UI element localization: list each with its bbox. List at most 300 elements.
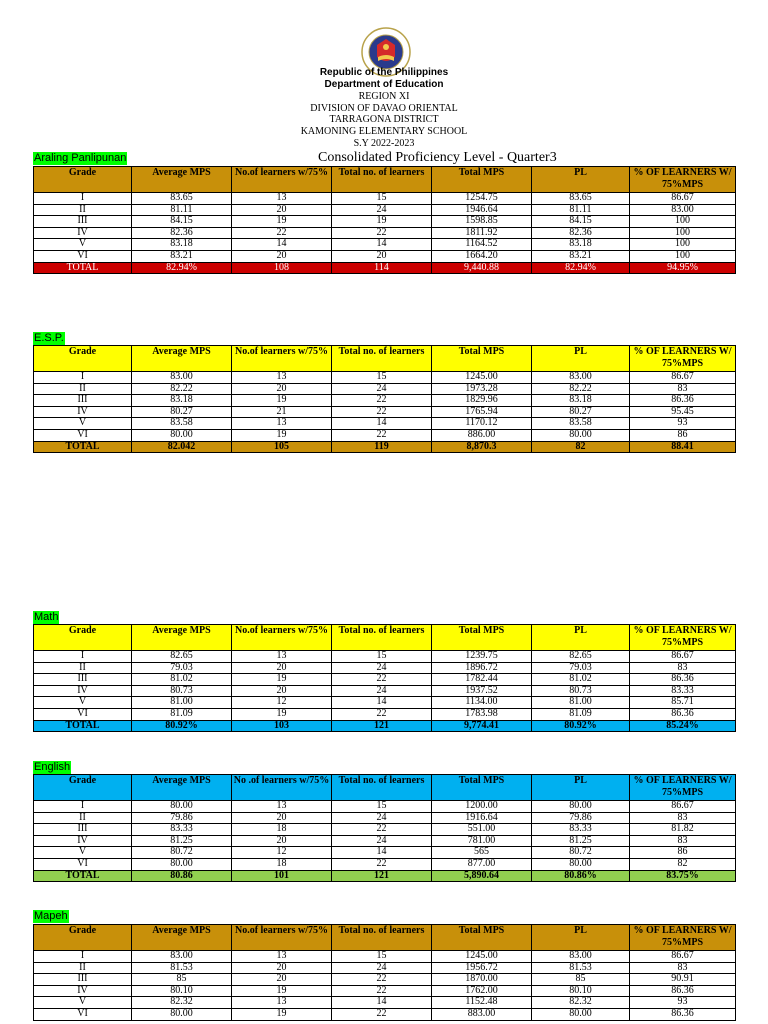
table-cell: 12 xyxy=(232,847,332,859)
table-cell: 80.10 xyxy=(532,985,630,997)
table-row xyxy=(34,1008,736,1020)
table-cell: 883.00 xyxy=(432,1008,532,1020)
column-header: % OF LEARNERS W/ 75%MPS xyxy=(630,775,736,801)
column-header: Total MPS xyxy=(432,625,532,651)
column-header: Average MPS xyxy=(132,925,232,951)
table-cell: 1896.72 xyxy=(432,662,532,674)
table-cell: 19 xyxy=(232,674,332,686)
table-cell: 83.33 xyxy=(532,824,630,836)
table-cell: 877.00 xyxy=(432,858,532,870)
table-cell: 19 xyxy=(232,1008,332,1020)
total-cell: 94.95% xyxy=(630,262,736,274)
subject-label-english: English xyxy=(34,761,71,773)
table-cell: 83.33 xyxy=(630,685,736,697)
table-cell: V xyxy=(34,239,132,251)
total-cell: 88.41 xyxy=(630,441,736,453)
table-cell: 83.21 xyxy=(132,250,232,262)
table-cell: 83.58 xyxy=(532,418,630,430)
table-cell: 24 xyxy=(332,685,432,697)
column-header: PL xyxy=(532,167,630,193)
column-header: Average MPS xyxy=(132,625,232,651)
table-cell: 83.21 xyxy=(532,250,630,262)
table-cell: 83.65 xyxy=(132,193,232,205)
column-header: Total no. of learners xyxy=(332,167,432,193)
column-header: PL xyxy=(532,775,630,801)
table-cell: 82.36 xyxy=(132,227,232,239)
table-row xyxy=(34,216,736,228)
table-cell: 79.03 xyxy=(532,662,630,674)
table-cell: 13 xyxy=(232,418,332,430)
total-cell: 103 xyxy=(232,720,332,732)
table-araling-panlipunan xyxy=(33,166,736,274)
total-cell: 82 xyxy=(532,441,630,453)
table-cell: 13 xyxy=(232,372,332,384)
table-cell: 20 xyxy=(232,962,332,974)
table-cell: 1170.12 xyxy=(432,418,532,430)
table-english xyxy=(33,774,736,882)
table-cell: V xyxy=(34,847,132,859)
table-cell: 1946.64 xyxy=(432,204,532,216)
table-cell: 80.73 xyxy=(532,685,630,697)
table-cell: 80.27 xyxy=(132,406,232,418)
header-division: DIVISION OF DAVAO ORIENTAL xyxy=(310,103,458,114)
table-row xyxy=(34,847,736,859)
table-cell: 80.72 xyxy=(532,847,630,859)
table-cell: 85.71 xyxy=(630,697,736,709)
table-cell: 82 xyxy=(630,858,736,870)
table-cell: 1254.75 xyxy=(432,193,532,205)
header-republic: Republic of the Philippines xyxy=(319,67,449,78)
column-header: Grade xyxy=(34,167,132,193)
table-cell: III xyxy=(34,974,132,986)
table-cell: 18 xyxy=(232,858,332,870)
table-cell: I xyxy=(34,193,132,205)
table-cell: 80.10 xyxy=(132,985,232,997)
table-cell: 85 xyxy=(532,974,630,986)
total-cell: 82.94% xyxy=(132,262,232,274)
table-cell: 1598.85 xyxy=(432,216,532,228)
table-row xyxy=(34,395,736,407)
table-cell: 82.65 xyxy=(132,651,232,663)
table-cell: 565 xyxy=(432,847,532,859)
table-cell: 13 xyxy=(232,801,332,813)
table-cell: 80.00 xyxy=(532,801,630,813)
table-cell: 19 xyxy=(232,985,332,997)
table-cell: 886.00 xyxy=(432,429,532,441)
table-cell: I xyxy=(34,372,132,384)
total-cell: 80.92% xyxy=(132,720,232,732)
table-cell: V xyxy=(34,997,132,1009)
table-cell: 20 xyxy=(232,204,332,216)
table-cell: 81.00 xyxy=(532,697,630,709)
table-cell: 83.18 xyxy=(532,395,630,407)
table-cell: 79.86 xyxy=(132,812,232,824)
table-cell: VI xyxy=(34,1008,132,1020)
table-cell: 12 xyxy=(232,697,332,709)
table-cell: IV xyxy=(34,685,132,697)
table-cell: 82.32 xyxy=(532,997,630,1009)
total-row xyxy=(34,441,736,453)
header-district: TARRAGONA DISTRICT xyxy=(329,114,439,125)
table-cell: 80.00 xyxy=(132,801,232,813)
table-cell: 90.91 xyxy=(630,974,736,986)
table-cell: 20 xyxy=(232,812,332,824)
table-header-row xyxy=(34,167,736,193)
table-cell: 80.00 xyxy=(532,858,630,870)
table-cell: 83 xyxy=(630,662,736,674)
table-cell: 85 xyxy=(132,974,232,986)
table-cell: 20 xyxy=(332,250,432,262)
table-mapeh xyxy=(33,924,736,1021)
column-header: Grade xyxy=(34,625,132,651)
table-cell: 14 xyxy=(332,697,432,709)
column-header: Average MPS xyxy=(132,346,232,372)
column-header: Grade xyxy=(34,925,132,951)
table-row xyxy=(34,383,736,395)
table-cell: 83.33 xyxy=(132,824,232,836)
column-header: PL xyxy=(532,346,630,372)
table-cell: 82.65 xyxy=(532,651,630,663)
table-row xyxy=(34,951,736,963)
table-cell: 22 xyxy=(332,674,432,686)
table-cell: 86 xyxy=(630,847,736,859)
table-cell: 14 xyxy=(332,239,432,251)
table-cell: 20 xyxy=(232,685,332,697)
table-row xyxy=(34,974,736,986)
table-header-row xyxy=(34,925,736,951)
table-header-row xyxy=(34,625,736,651)
table-cell: 83.58 xyxy=(132,418,232,430)
table-cell: 18 xyxy=(232,824,332,836)
table-cell: 19 xyxy=(232,429,332,441)
table-cell: 83 xyxy=(630,812,736,824)
table-cell: III xyxy=(34,395,132,407)
total-cell: 9,774.41 xyxy=(432,720,532,732)
column-header: Average MPS xyxy=(132,167,232,193)
column-header: Total no. of learners xyxy=(332,625,432,651)
total-cell: 85.24% xyxy=(630,720,736,732)
table-cell: 14 xyxy=(332,418,432,430)
table-cell: 22 xyxy=(232,227,332,239)
table-cell: VI xyxy=(34,250,132,262)
table-cell: 100 xyxy=(630,250,736,262)
table-cell: 84.15 xyxy=(532,216,630,228)
table-cell: V xyxy=(34,697,132,709)
table-cell: 1782.44 xyxy=(432,674,532,686)
table-cell: 80.27 xyxy=(532,406,630,418)
table-cell: 14 xyxy=(232,239,332,251)
table-cell: 22 xyxy=(332,395,432,407)
total-cell: 105 xyxy=(232,441,332,453)
total-cell: TOTAL xyxy=(34,441,132,453)
table-cell: 14 xyxy=(332,847,432,859)
table-cell: 22 xyxy=(332,1008,432,1020)
table-cell: 86.67 xyxy=(630,372,736,384)
total-cell: 82.042 xyxy=(132,441,232,453)
table-cell: 81.02 xyxy=(132,674,232,686)
column-header: % OF LEARNERS W/ 75%MPS xyxy=(630,167,736,193)
table-cell: 1134.00 xyxy=(432,697,532,709)
subject-label-araling-panlipunan: Araling Panlipunan xyxy=(34,152,127,164)
table-cell: 15 xyxy=(332,372,432,384)
table-cell: 80.00 xyxy=(132,1008,232,1020)
total-row xyxy=(34,720,736,732)
column-header: No.of learners w/75% xyxy=(232,346,332,372)
column-header: Average MPS xyxy=(132,775,232,801)
table-cell: 20 xyxy=(232,250,332,262)
table-cell: 80.00 xyxy=(532,1008,630,1020)
table-esp xyxy=(33,345,736,453)
table-row xyxy=(34,193,736,205)
column-header: Total MPS xyxy=(432,925,532,951)
table-cell: 81.11 xyxy=(532,204,630,216)
table-cell: 24 xyxy=(332,383,432,395)
table-row xyxy=(34,250,736,262)
table-cell: 24 xyxy=(332,835,432,847)
table-cell: 1783.98 xyxy=(432,708,532,720)
column-header: Total no. of learners xyxy=(332,346,432,372)
table-cell: 80.73 xyxy=(132,685,232,697)
total-cell: 9,440.88 xyxy=(432,262,532,274)
column-header: Grade xyxy=(34,775,132,801)
table-cell: 20 xyxy=(232,974,332,986)
table-cell: 13 xyxy=(232,997,332,1009)
table-cell: 1956.72 xyxy=(432,962,532,974)
table-cell: I xyxy=(34,951,132,963)
table-cell: 86.67 xyxy=(630,951,736,963)
table-cell: 15 xyxy=(332,193,432,205)
table-cell: 19 xyxy=(232,216,332,228)
table-cell: 81.25 xyxy=(532,835,630,847)
table-cell: VI xyxy=(34,708,132,720)
table-row xyxy=(34,801,736,813)
table-cell: 83.00 xyxy=(630,204,736,216)
table-header-row xyxy=(34,346,736,372)
table-cell: IV xyxy=(34,227,132,239)
table-cell: 13 xyxy=(232,193,332,205)
subject-label-math: Math xyxy=(34,611,59,623)
table-cell: 81.00 xyxy=(132,697,232,709)
table-cell: 80.00 xyxy=(532,429,630,441)
table-cell: 81.53 xyxy=(532,962,630,974)
table-row xyxy=(34,651,736,663)
table-row xyxy=(34,697,736,709)
table-cell: 82.22 xyxy=(132,383,232,395)
column-header: Total no. of learners xyxy=(332,925,432,951)
total-cell: TOTAL xyxy=(34,870,132,882)
table-cell: V xyxy=(34,418,132,430)
table-cell: 81.53 xyxy=(132,962,232,974)
table-cell: 100 xyxy=(630,239,736,251)
table-cell: 86.36 xyxy=(630,985,736,997)
table-cell: 81.09 xyxy=(132,708,232,720)
table-cell: 22 xyxy=(332,985,432,997)
table-cell: 86 xyxy=(630,429,736,441)
table-cell: 19 xyxy=(232,395,332,407)
subject-label-esp: E.S.P. xyxy=(34,332,64,344)
column-header: PL xyxy=(532,925,630,951)
table-cell: II xyxy=(34,383,132,395)
table-cell: I xyxy=(34,801,132,813)
table-cell: 13 xyxy=(232,651,332,663)
table-cell: III xyxy=(34,216,132,228)
table-cell: 20 xyxy=(232,835,332,847)
table-cell: II xyxy=(34,204,132,216)
table-row xyxy=(34,962,736,974)
table-cell: 83.00 xyxy=(132,372,232,384)
table-row xyxy=(34,406,736,418)
table-cell: 1245.00 xyxy=(432,372,532,384)
table-cell: 93 xyxy=(630,997,736,1009)
table-cell: 86.36 xyxy=(630,674,736,686)
table-cell: 781.00 xyxy=(432,835,532,847)
table-cell: 1245.00 xyxy=(432,951,532,963)
subject-label-mapeh: Mapeh xyxy=(34,910,68,922)
table-cell: 86.67 xyxy=(630,193,736,205)
table-math xyxy=(33,624,736,732)
table-header-row xyxy=(34,775,736,801)
table-cell: III xyxy=(34,674,132,686)
table-cell: 19 xyxy=(332,216,432,228)
table-cell: 83 xyxy=(630,835,736,847)
table-cell: 15 xyxy=(332,951,432,963)
table-cell: IV xyxy=(34,835,132,847)
table-row xyxy=(34,662,736,674)
table-cell: 80.00 xyxy=(132,429,232,441)
column-header: No.of learners w/75% xyxy=(232,625,332,651)
table-cell: 24 xyxy=(332,812,432,824)
column-header: No.of learners w/75% xyxy=(232,925,332,951)
total-cell: 80.86 xyxy=(132,870,232,882)
header-region: REGION XI xyxy=(358,91,410,102)
table-row xyxy=(34,824,736,836)
table-cell: III xyxy=(34,824,132,836)
total-cell: 8,870.3 xyxy=(432,441,532,453)
column-header: Grade xyxy=(34,346,132,372)
total-row xyxy=(34,870,736,882)
column-header: % OF LEARNERS W/ 75%MPS xyxy=(630,925,736,951)
table-cell: 83.00 xyxy=(132,951,232,963)
total-cell: 101 xyxy=(232,870,332,882)
table-row xyxy=(34,372,736,384)
table-cell: 15 xyxy=(332,801,432,813)
table-cell: 24 xyxy=(332,204,432,216)
table-cell: 1664.20 xyxy=(432,250,532,262)
table-cell: 1765.94 xyxy=(432,406,532,418)
table-cell: 95.45 xyxy=(630,406,736,418)
table-cell: 1152.48 xyxy=(432,997,532,1009)
table-cell: 22 xyxy=(332,974,432,986)
table-cell: 81.02 xyxy=(532,674,630,686)
table-cell: 20 xyxy=(232,383,332,395)
table-cell: 24 xyxy=(332,962,432,974)
table-row xyxy=(34,708,736,720)
table-cell: 86.36 xyxy=(630,395,736,407)
table-row xyxy=(34,227,736,239)
table-cell: 21 xyxy=(232,406,332,418)
table-row xyxy=(34,204,736,216)
table-cell: 86.36 xyxy=(630,1008,736,1020)
table-cell: 22 xyxy=(332,858,432,870)
column-header: Total MPS xyxy=(432,346,532,372)
total-cell: 114 xyxy=(332,262,432,274)
table-cell: 13 xyxy=(232,951,332,963)
column-header: No .of learners w/75% xyxy=(232,775,332,801)
table-cell: 80.00 xyxy=(132,858,232,870)
table-cell: 1200.00 xyxy=(432,801,532,813)
table-cell: 81.09 xyxy=(532,708,630,720)
table-cell: 79.86 xyxy=(532,812,630,824)
table-cell: 20 xyxy=(232,662,332,674)
table-cell: II xyxy=(34,962,132,974)
table-cell: 551.00 xyxy=(432,824,532,836)
table-cell: 100 xyxy=(630,216,736,228)
table-cell: 1937.52 xyxy=(432,685,532,697)
table-cell: 1916.64 xyxy=(432,812,532,824)
table-cell: 1973.28 xyxy=(432,383,532,395)
table-cell: 22 xyxy=(332,429,432,441)
table-cell: 1870.00 xyxy=(432,974,532,986)
table-cell: 100 xyxy=(630,227,736,239)
header-school-year: S.Y 2022-2023 xyxy=(353,138,415,149)
table-cell: 14 xyxy=(332,997,432,1009)
table-cell: 93 xyxy=(630,418,736,430)
table-cell: 1829.96 xyxy=(432,395,532,407)
table-cell: II xyxy=(34,662,132,674)
table-cell: 81.82 xyxy=(630,824,736,836)
total-cell: 80.92% xyxy=(532,720,630,732)
table-cell: 79.03 xyxy=(132,662,232,674)
total-cell: TOTAL xyxy=(34,720,132,732)
table-cell: 83.65 xyxy=(532,193,630,205)
table-cell: VI xyxy=(34,429,132,441)
table-row xyxy=(34,239,736,251)
table-cell: 1762.00 xyxy=(432,985,532,997)
table-cell: 83.00 xyxy=(532,372,630,384)
table-cell: 83 xyxy=(630,383,736,395)
table-row xyxy=(34,418,736,430)
table-cell: 84.15 xyxy=(132,216,232,228)
table-cell: 22 xyxy=(332,708,432,720)
table-row xyxy=(34,429,736,441)
table-cell: 1239.75 xyxy=(432,651,532,663)
total-cell: 108 xyxy=(232,262,332,274)
total-cell: 82.94% xyxy=(532,262,630,274)
table-cell: 83.18 xyxy=(532,239,630,251)
table-cell: I xyxy=(34,651,132,663)
column-header: PL xyxy=(532,625,630,651)
table-row xyxy=(34,674,736,686)
total-cell: TOTAL xyxy=(34,262,132,274)
table-row xyxy=(34,685,736,697)
column-header: % OF LEARNERS W/ 75%MPS xyxy=(630,346,736,372)
total-cell: 119 xyxy=(332,441,432,453)
table-cell: 22 xyxy=(332,227,432,239)
table-cell: 81.25 xyxy=(132,835,232,847)
column-header: Total MPS xyxy=(432,167,532,193)
table-cell: 86.67 xyxy=(630,801,736,813)
table-cell: IV xyxy=(34,985,132,997)
table-cell: 83.00 xyxy=(532,951,630,963)
table-cell: II xyxy=(34,812,132,824)
table-cell: 22 xyxy=(332,406,432,418)
table-cell: 83.18 xyxy=(132,395,232,407)
table-cell: 1164.52 xyxy=(432,239,532,251)
table-cell: 82.36 xyxy=(532,227,630,239)
table-cell: 80.72 xyxy=(132,847,232,859)
report-title: Consolidated Proficiency Level - Quarter3 xyxy=(318,150,557,165)
table-row xyxy=(34,985,736,997)
